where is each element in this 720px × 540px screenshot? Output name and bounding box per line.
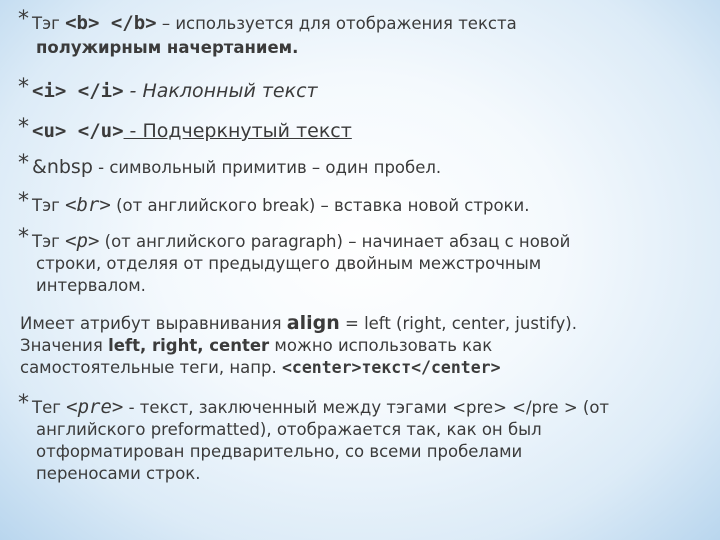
bullet-mark: * xyxy=(18,391,29,416)
paragraph-text: = left (right, center, justify). xyxy=(339,314,577,333)
bullet-item-br-tag xyxy=(18,189,708,217)
item-text: - Подчеркнутый текст xyxy=(123,120,352,142)
code-center-tag: <center>текст</center> xyxy=(281,358,501,377)
bullet-item-u-tag xyxy=(18,115,708,142)
item-continuation: переносами строк. xyxy=(36,464,201,483)
align-paragraph xyxy=(20,312,710,379)
item-text: Тэг xyxy=(32,232,66,251)
code-br-tag: <br> xyxy=(65,194,111,216)
paragraph-line xyxy=(20,312,710,335)
bullet-item-nbsp xyxy=(18,151,708,179)
align-values: left, right, center xyxy=(108,336,270,355)
item-continuation: строки, отделяя от предыдущего двойным межстрочным xyxy=(36,254,542,273)
code-i-tag: <i> </i> xyxy=(32,80,124,102)
paragraph-text: Имеет атрибут выравнивания xyxy=(20,314,287,333)
paragraph-line xyxy=(20,357,710,379)
item-text: (от английского break) – вставка новой строки. xyxy=(110,196,530,215)
item-text: - текст, заключенный между тэгами <pre> </pre > (от xyxy=(123,398,610,417)
item-text: Тэг xyxy=(32,14,66,33)
item-text: Тег xyxy=(32,398,67,417)
paragraph-text: самостоятельные теги, напр. xyxy=(20,358,282,377)
bullet-mark: * xyxy=(18,7,29,32)
bullet-mark: * xyxy=(18,75,29,100)
bullet-mark: * xyxy=(18,225,29,250)
code-b-tag: <b> </b> xyxy=(65,12,157,34)
item-continuation: английского preformatted), отображается так, как он был xyxy=(36,420,542,439)
item-continuation: полужирным начертанием. xyxy=(36,38,299,57)
code-pre-tag: <pre> xyxy=(66,396,124,418)
paragraph-text: Значения xyxy=(20,336,109,355)
bullet-item-b-tag xyxy=(18,7,708,59)
paragraph-text: можно использовать как xyxy=(269,336,493,355)
item-continuation: интервалом. xyxy=(36,276,146,295)
bullet-item-p-tag xyxy=(18,225,708,297)
bullet-mark: * xyxy=(18,115,29,140)
paragraph-line xyxy=(20,335,710,357)
item-text: Тэг xyxy=(32,196,66,215)
code-u-tag: <u> </u> xyxy=(32,120,124,142)
code-p-tag: <p> xyxy=(65,230,100,252)
item-text: – используется для отображения текста xyxy=(156,14,517,33)
item-text: - Наклонный текст xyxy=(123,80,318,102)
item-text: - символьный примитив – один пробел. xyxy=(92,158,442,177)
bullet-item-pre-tag xyxy=(18,391,708,485)
align-attr: align xyxy=(286,312,340,334)
item-text: (от английского paragraph) – начинает абзац с новой xyxy=(99,232,571,251)
code-nbsp: &nbsp xyxy=(32,156,93,178)
bullet-mark: * xyxy=(18,151,29,176)
item-continuation: отформатирован предварительно, со всеми пробелами xyxy=(36,442,523,461)
bullet-mark: * xyxy=(18,189,29,214)
bullet-item-i-tag xyxy=(18,75,708,102)
